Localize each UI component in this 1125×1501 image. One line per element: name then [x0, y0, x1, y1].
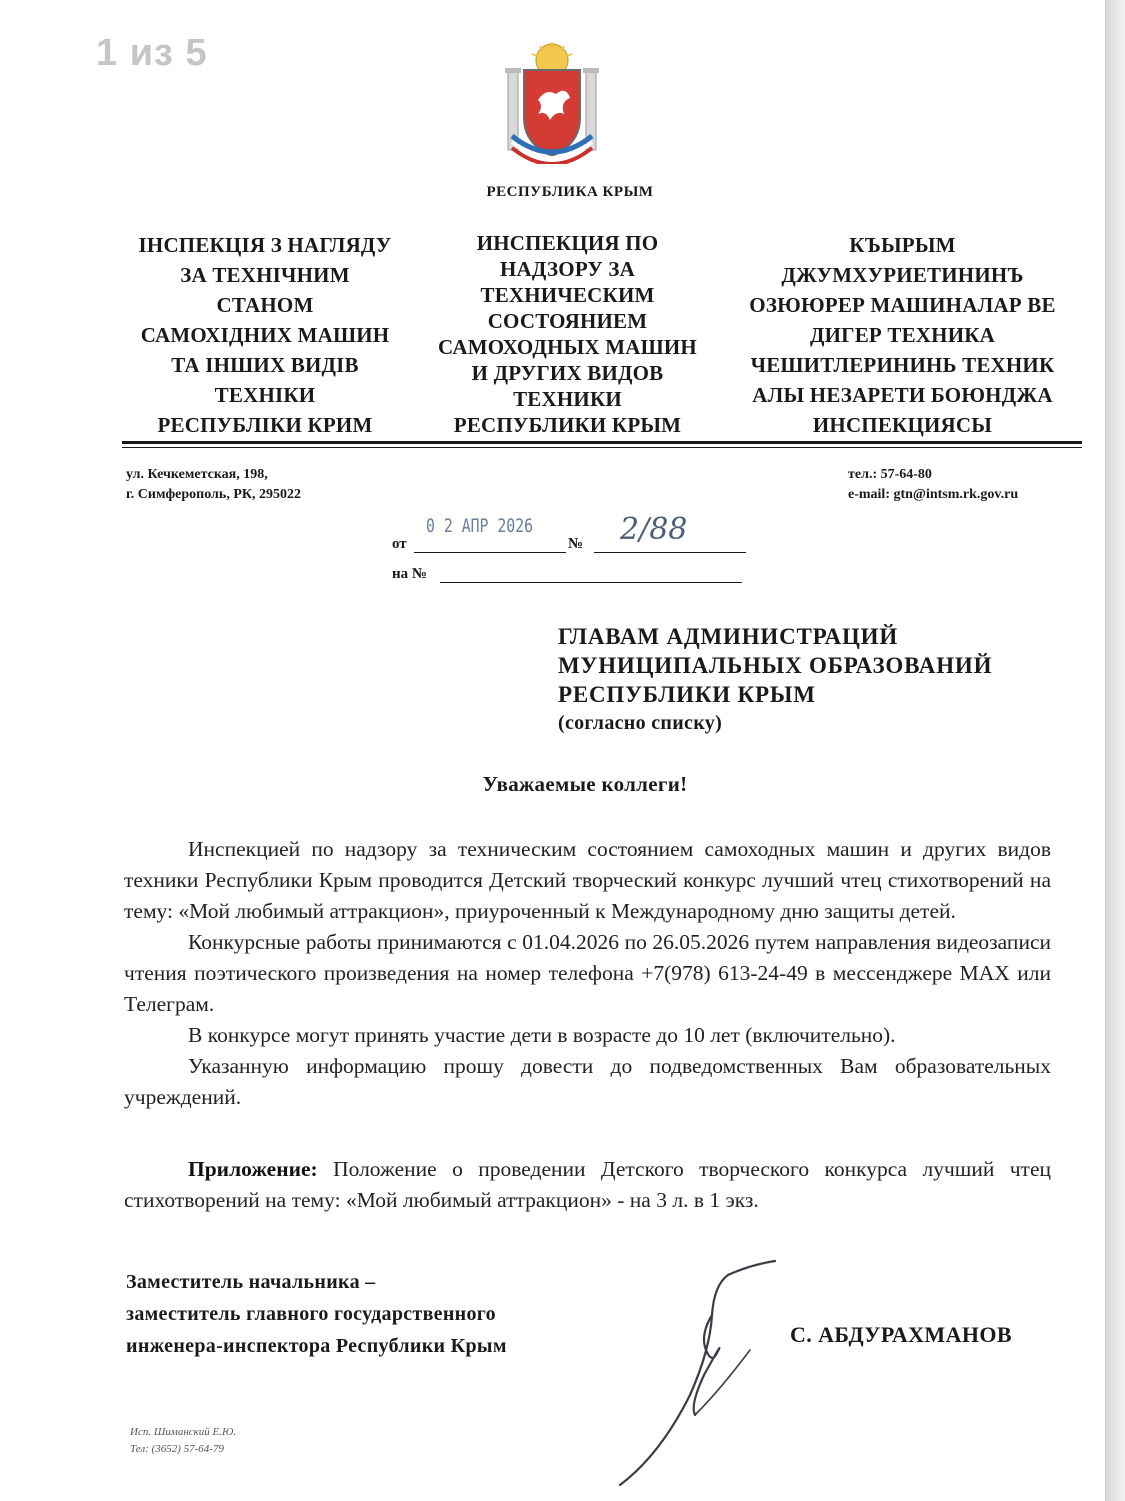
agency-name-line: САМОХІДНИХ МАШИН: [140, 323, 390, 347]
body-paragraph: В конкурсе могут принять участие дети в возрасте до 10 лет (включительно).: [188, 1023, 896, 1047]
body-paragraph: Указанную информацию прошу довести до подведомственных Вам образовательных учреждений.: [124, 1054, 1051, 1109]
signer-title: [126, 1266, 507, 1362]
agency-name-ukrainian: [110, 230, 420, 440]
attachment-note: [124, 1154, 1051, 1216]
addressee-line: РЕСПУБЛИКИ КРЫМ: [558, 682, 816, 707]
agency-name-line: РЕСПУБЛИКИ КРЫМ: [453, 413, 682, 437]
agency-name-line: ЗА ТЕХНІЧНИМ: [180, 263, 350, 287]
agency-name-line: ИНСПЕКЦИЯ ПО: [476, 231, 659, 255]
signer-title-line: заместитель главного государственного: [126, 1303, 496, 1325]
republic-title: РЕСПУБЛИКА КРЫМ: [486, 184, 654, 200]
agency-name-line: ИНСПЕКЦИЯСЫ: [812, 413, 993, 437]
salutation: Уважаемые коллеги!: [482, 772, 688, 796]
agency-name-line: И ДРУГИХ ВИДОВ: [471, 361, 664, 385]
agency-name-line: АЛЫ НЕЗАРЕТИ БОЮНДЖА: [752, 383, 1053, 407]
date-stamp: 0 2 АПР 2026: [426, 515, 534, 537]
attachment-label: Приложение:: [188, 1157, 318, 1181]
addressee-note: (согласно списку): [558, 712, 723, 734]
agency-name-line: ІНСПЕКЦІЯ З НАГЛЯДУ: [138, 233, 392, 257]
agency-name-line: РЕСПУБЛІКИ КРИМ: [157, 413, 373, 437]
addressee-line: МУНИЦИПАЛЬНЫХ ОБРАЗОВАНИЙ: [558, 653, 993, 678]
letterhead-divider-thin: [122, 447, 1082, 448]
coat-of-arms-icon: [498, 40, 606, 164]
agency-name-line: ТЕХНИЧЕСКИМ: [480, 283, 655, 307]
executor-name: Исп. Шиманский Е.Ю.: [130, 1426, 237, 1438]
agency-name-line: САМОХОДНЫХ МАШИН: [438, 335, 697, 359]
address-line: ул. Кечкеметская, 198,: [126, 467, 268, 482]
address-line: г. Симферополь, РК, 295022: [126, 487, 302, 502]
agency-name-line: ТА ІНШИХ ВИДІВ: [171, 353, 359, 377]
signer-title-line: Заместитель начальника –: [126, 1271, 376, 1293]
number-underline: [594, 552, 746, 553]
letterhead-divider: [122, 441, 1082, 444]
agency-name-line: СОСТОЯНИЕМ: [487, 309, 648, 333]
executor-info: [130, 1424, 236, 1458]
date-underline: [414, 552, 566, 553]
page-edge-shadow: [1106, 0, 1125, 1501]
agency-name-crimean-tatar: [730, 230, 1075, 440]
agency-name-line: ЧЕШИТЛЕРИНИНЬ ТЕХНИК: [750, 353, 1055, 377]
agency-name-line: НАДЗОРУ ЗА: [499, 257, 636, 281]
agency-name-russian: [420, 230, 715, 438]
addressee-block: [558, 622, 992, 738]
letter-body: [124, 834, 1051, 1113]
executor-phone: Тел: (3652) 57-64-79: [130, 1443, 224, 1455]
agency-name-line: ОЗЮЮРЕР МАШИНАЛАР ВЕ: [749, 293, 1056, 317]
agency-name-line: ТЕХНИКИ: [513, 387, 622, 411]
attachment-text: Положение о проведении Детского творческого конкурса лучший чтец стихотворений на тему: «Мой любимый аттракцион» - на 3 л. в 1 экз.: [124, 1157, 1051, 1212]
addressee-line: ГЛАВАМ АДМИНИСТРАЦИЙ: [558, 624, 899, 649]
contact-line: тел.: 57-64-80: [848, 467, 932, 482]
reference-underline: [440, 582, 742, 583]
outgoing-number: 2/88: [620, 512, 688, 547]
contact-line: e-mail: gtn@intsm.rk.gov.ru: [848, 487, 1019, 502]
handwritten-signature: [600, 1255, 800, 1495]
signer-name: С. АБДУРАХМАНОВ: [790, 1322, 1012, 1347]
agency-name-line: ТЕХНІКИ: [214, 383, 316, 407]
date-label: от: [392, 536, 407, 552]
agency-name-line: КЪЫРЫМ: [849, 233, 956, 257]
body-paragraph: Инспекцией по надзору за техническим состоянием самоходных машин и других видов техники Республики Крым проводится Детский творческий конкурс лучший чтец стихотворений на тему: «Мой любимый аттракцион», приуроченный к Международному дню защиты детей.: [124, 837, 1051, 923]
reference-label: на №: [392, 566, 427, 582]
number-label: №: [568, 536, 584, 552]
agency-name-line: ДИГЕР ТЕХНИКА: [809, 323, 996, 347]
agency-name-line: ДЖУМХУРИЕТИНИНЪ: [781, 263, 1024, 287]
postal-address: [126, 465, 301, 505]
page-counter: 1 из 5: [96, 32, 208, 74]
agency-name-line: СТАНОМ: [216, 293, 314, 317]
contact-info: [848, 465, 1018, 505]
signer-title-line: инженера-инспектора Республики Крым: [126, 1335, 507, 1357]
body-paragraph: Конкурсные работы принимаются с 01.04.2026 по 26.05.2026 путем направления видеозаписи чтения поэтического произведения на номер телефона +7(978) 613-24-49 в мессенджере MAX или Телеграм.: [124, 930, 1051, 1016]
